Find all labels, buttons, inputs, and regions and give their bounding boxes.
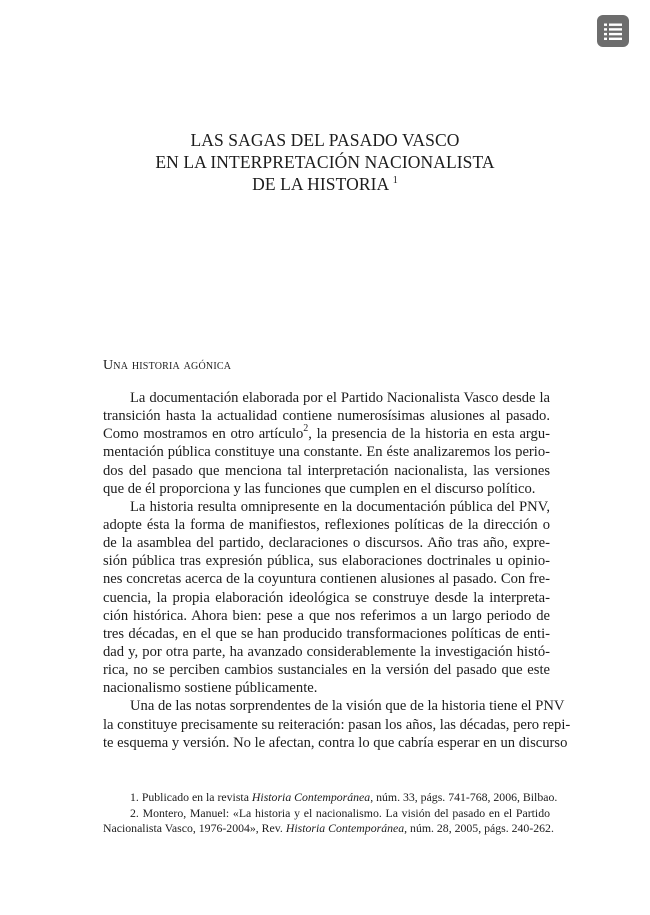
footnote-number: 1. <box>130 790 139 804</box>
footnote-1 <box>103 790 558 806</box>
title-line-3-text: DE LA HISTORIA <box>252 174 389 194</box>
body-line: cuencia, la propia elaboración ideológica se construye desde la interpreta- <box>103 589 550 606</box>
body-line: tres décadas, en el que se han producido transformaciones políticas de enti- <box>103 625 550 642</box>
article-title <box>100 129 550 195</box>
journal-title: Historia Contemporánea <box>285 821 405 835</box>
body-line-part: , la presencia de la historia en esta argu- <box>308 426 550 443</box>
body-line: la constituye precisamente su reiteración: pasan los años, las décadas, pero repi- <box>103 716 571 733</box>
title-footnote-ref[interactable]: 1 <box>392 175 398 186</box>
footnote-text: Publicado en la revista <box>141 790 252 804</box>
body-line: adopte ésta la forma de manifiestos, reflexiones políticas de la dirección o <box>103 516 550 533</box>
body-text <box>103 389 571 752</box>
body-line: rica, no se perciben cambios sustanciales en la versión del pasado que este <box>103 662 550 679</box>
table-of-contents-button[interactable] <box>597 15 629 47</box>
body-line: La documentación elaborada por el Partido Nacionalista Vasco desde la <box>130 390 550 406</box>
footnote-2-line-2 <box>103 821 554 837</box>
journal-title: Historia Contemporánea <box>251 790 371 804</box>
body-line: La historia resulta omnipresente en la documentación pública del PNV, <box>130 498 550 515</box>
footnote-text: , núm. 28, 2005, págs. 240-262. <box>404 821 554 835</box>
body-line: de la asamblea del partido, declaraciones o discursos. Año tras año, expre- <box>103 535 550 552</box>
footnote-ref-2[interactable]: 2 <box>303 423 309 435</box>
body-line: nacionalismo sostiene públicamente. <box>103 680 318 697</box>
body-line: que de él proporciona y las funciones que cumplen en el discurso político. <box>103 480 536 497</box>
footnote-text: Nacionalista Vasco, 1976-2004», Rev. <box>103 821 286 835</box>
body-line: mentación pública constituye una constante. En éste analizaremos los perio- <box>103 444 550 461</box>
body-line: dos del pasado que menciona tal interpretación nacionalista, las versiones <box>103 462 550 479</box>
body-line-part: Como mostramos en otro artículo <box>103 426 304 443</box>
footnote-text: , núm. 33, págs. 741-768, 2006, Bilbao. <box>370 790 558 804</box>
footnote-number: 2. <box>130 805 139 820</box>
body-line: te esquema y versión. No le afectan, contra lo que cabría esperar en un discurso <box>103 734 568 751</box>
list-menu-icon <box>597 15 629 47</box>
body-line: nes concretas acerca de la coyuntura contienen alusiones al pasado. Con fre- <box>103 571 550 588</box>
body-line: sión pública tras expresión pública, sus elaboraciones doctrinales u opinio- <box>103 553 550 570</box>
body-line: dad y, por otra parte, ha avanzado considerablemente la investigación histó- <box>103 643 550 660</box>
body-line: Una de las notas sorprendentes de la visión que de la historia tiene el PNV <box>130 698 565 715</box>
body-line: transición hasta la actualidad contiene numerosísimas alusiones al pasado. <box>103 408 550 425</box>
body-line <box>103 425 550 443</box>
footnote-2-line-1 <box>103 806 550 822</box>
section-heading: Una historia agónica <box>103 358 232 373</box>
title-line-1: LAS SAGAS DEL PASADO VASCO <box>190 130 460 150</box>
body-line: ción histórica. Ahora bien: pese a que nos referimos a un largo periodo de <box>103 607 550 624</box>
title-line-2: EN LA INTERPRETACIÓN NACIONALISTA <box>155 152 495 172</box>
footnotes <box>103 790 558 837</box>
title-line-3 <box>100 173 550 195</box>
footnote-text: Montero, Manuel: «La historia y el nacionalismo. La visión del pasado en el Partido <box>142 805 551 820</box>
